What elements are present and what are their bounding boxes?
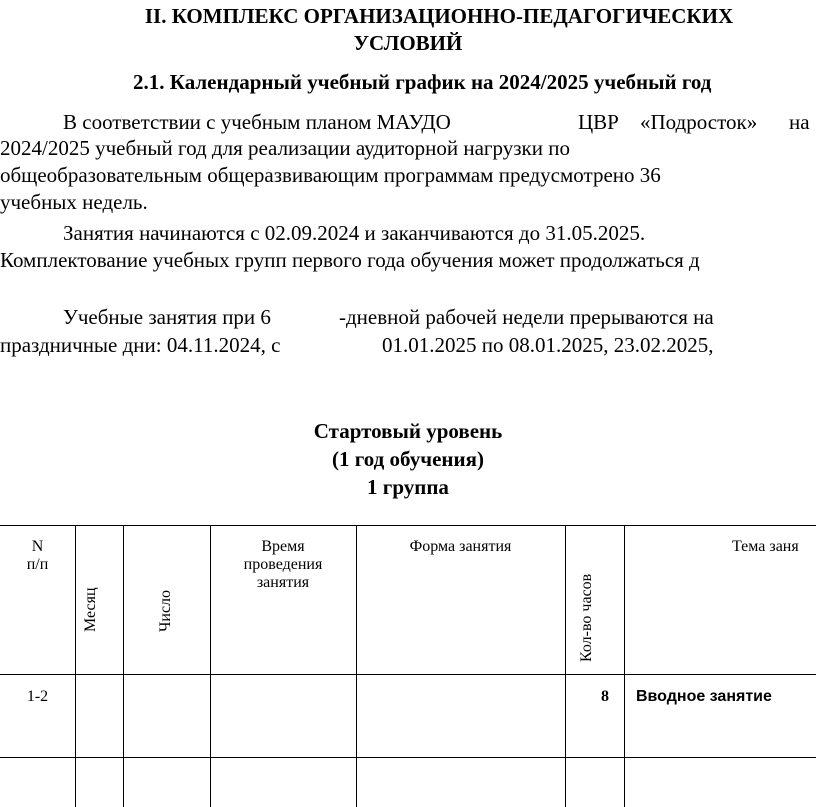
header-time-line3: занятия <box>256 574 310 591</box>
paragraph-2-line-2: Комплектование учебных групп первого года обучения может продолжаться д <box>0 248 700 272</box>
paragraph-1-line-1b: ЦВР <box>578 110 619 134</box>
paragraph-1-line-3: общеобразовательным общеразвивающим программам предусмотрено 36 <box>0 163 661 187</box>
paragraph-3-line-2a: праздничные дни: 04.11.2024, с <box>0 333 281 357</box>
header-time-line1: Время <box>261 538 305 555</box>
paragraph-1-line-1d: на <box>789 110 810 134</box>
header-month: Месяц <box>82 587 99 632</box>
paragraph-1-line-2: 2024/2025 учебный год для реализации аудиторной нагрузки по <box>0 136 570 160</box>
paragraph-3-line-2b: 01.01.2025 по 08.01.2025, 23.02.2025, <box>382 333 714 357</box>
table-col-line <box>565 525 566 807</box>
header-number-line1: N <box>31 538 44 555</box>
section-title-line1: II. КОМПЛЕКС ОРГАНИЗАЦИОННО-ПЕДАГОГИЧЕСКИХ <box>144 4 734 28</box>
row-topic: Вводное занятие <box>636 688 772 705</box>
subsection-title: 2.1. Календарный учебный график на 2024/2025 учебный год <box>133 70 712 94</box>
header-day: Число <box>157 589 174 632</box>
header-number-line2: п/п <box>26 556 49 573</box>
paragraph-1-line-1a: В соответствии с учебным планом МАУДО <box>63 110 451 134</box>
paragraph-2-line-1: Занятия начинаются с 02.09.2024 и заканчиваются до 31.05.2025. <box>63 221 646 245</box>
paragraph-3-line-1a: Учебные занятия при 6 <box>63 305 271 329</box>
header-topic: Тема заня <box>732 538 799 555</box>
row-number: 1-2 <box>26 688 49 705</box>
table-col-line <box>356 525 357 807</box>
header-time <box>210 538 356 592</box>
paragraph-1-line-1c: «Подросток» <box>640 110 758 134</box>
paragraph-1-line-4: учебных недель. <box>0 190 148 214</box>
table-col-line <box>75 525 76 807</box>
header-time-line2: проведения <box>243 556 323 573</box>
header-form: Форма занятия <box>409 538 512 555</box>
table-col-line <box>624 525 625 807</box>
level-year: (1 год обучения) <box>332 447 484 471</box>
table-col-line <box>123 525 124 807</box>
level-title: Стартовый уровень <box>313 419 503 443</box>
section-title-line2: УСЛОВИЙ <box>353 31 463 55</box>
row-hours: 8 <box>601 688 609 705</box>
header-hours: Кол-во часов <box>578 573 595 662</box>
header-number <box>0 538 75 574</box>
level-group: 1 группа <box>367 475 449 499</box>
paragraph-3-line-1b: -дневной рабочей недели прерываются на <box>339 305 714 329</box>
